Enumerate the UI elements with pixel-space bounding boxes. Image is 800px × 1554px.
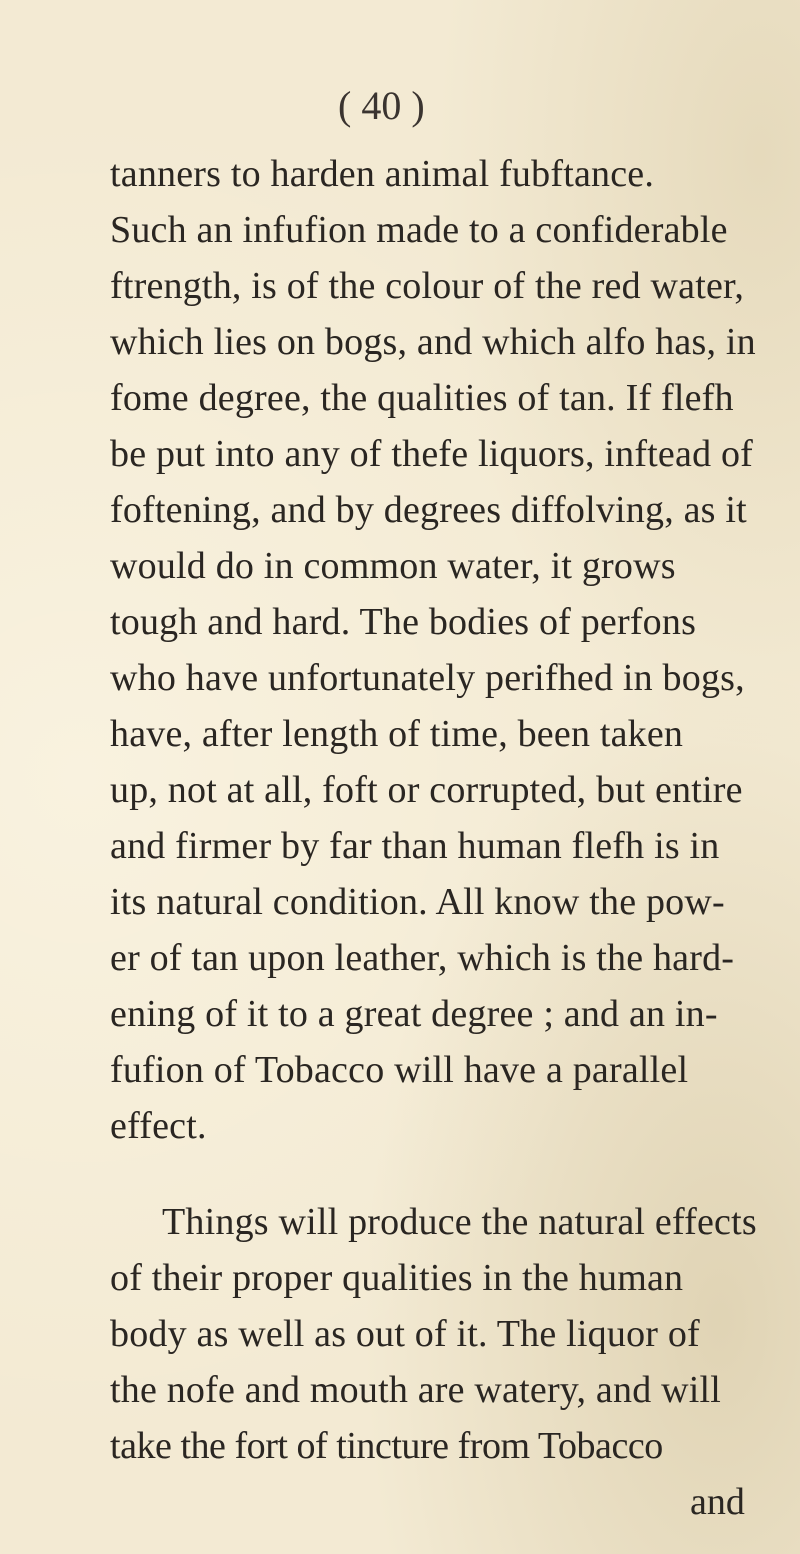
text-line: body as well as out of it. The liquor of [110,1313,700,1355]
text-line: take the fort of tincture from Tobacco [110,1425,663,1467]
text-line: would do in common water, it grows [110,545,676,587]
text-line: who have unfortunately perifhed in bogs, [110,657,745,699]
text-line: fufion of Tobacco will have a parallel [110,1049,689,1091]
text-line: effect. [110,1105,207,1147]
text-line: which lies on bogs, and which alfo has, in [110,321,756,363]
text-line: and firmer by far than human flefh is in [110,825,720,867]
text-line: up, not at all, foft or corrupted, but entire [110,769,743,811]
text-line: have, after length of time, been taken [110,713,684,755]
text-line: er of tan upon leather, which is the hard- [110,937,735,979]
text-line: its natural condition. All know the pow- [110,881,725,923]
page-number: ( 40 ) [338,83,425,128]
text-line: ftrength, is of the colour of the red water, [110,265,745,307]
text-line: Such an infufion made to a confiderable [110,209,728,251]
text-line: fome degree, the qualities of tan. If flefh [110,377,734,419]
text-line: ening of it to a great degree ; and an in- [110,993,718,1035]
text-line: tough and hard. The bodies of perfons [110,601,697,643]
text-line: of their proper qualities in the human [110,1257,684,1299]
catchword: and [690,1481,745,1523]
text-line: the nofe and mouth are watery, and will [110,1369,722,1411]
text-line: tanners to harden animal fubftance. [110,153,655,195]
text-line: foftening, and by degrees diffolving, as it [110,489,747,531]
text-line: be put into any of thefe liquors, inftead of [110,433,754,475]
text-line: Things will produce the natural effects [162,1201,757,1243]
